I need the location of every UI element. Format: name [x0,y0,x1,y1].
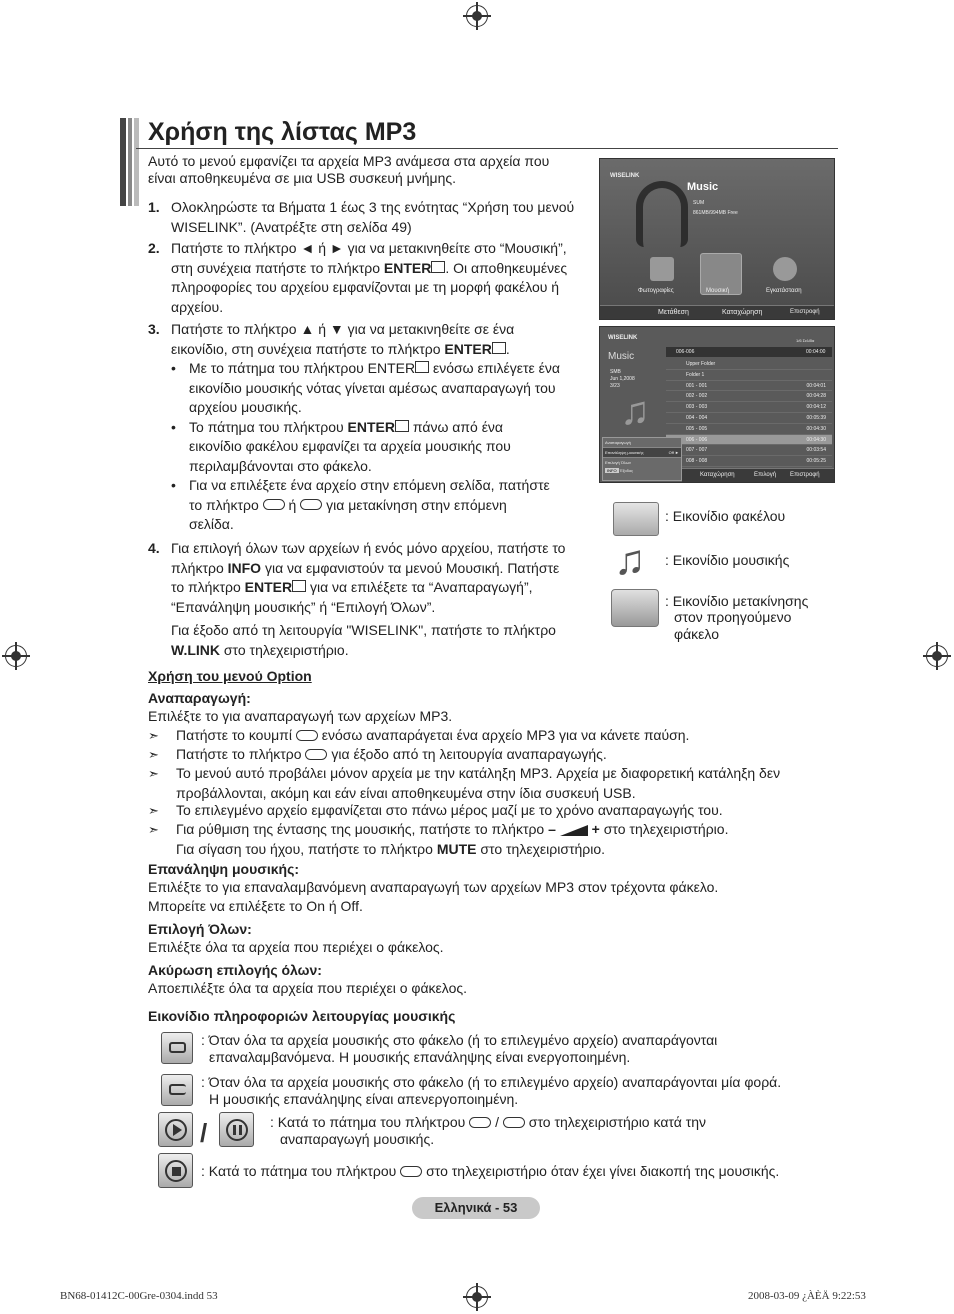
legend-folder: : Εικονίδιο φακέλου [665,508,786,524]
stop-icon [158,1153,193,1188]
repeat-off-desc-2: Η μουσικής επανάληψης είναι απενεργοποιημένη. [209,1091,519,1107]
footer-date: 2008-03-09 ¿ÀÈÄ 9:22:53 [748,1290,866,1302]
music-list-row[interactable]: 006 - 006 00:04:30 [666,435,832,446]
pause-icon [219,1112,254,1147]
play-icon [158,1112,193,1147]
repeat-heading: Επανάληψη μουσικής: [148,861,300,877]
repeat-off-icon [161,1074,193,1106]
option-heading: Χρήση του μενού Option [148,668,312,684]
select-all-desc: Επιλέξτε όλα τα αρχεία που περιέχει ο φάκελος. [148,939,444,955]
page-title: Χρήση της λίστας MP3 [148,118,417,146]
legend-music: : Εικονίδιο μουσικής [665,552,790,568]
note-2: ➣ Πατήστε το πλήκτρο για έξοδο από τη λειτουργία αναπαραγωγής. [148,746,607,762]
stop-button-icon [400,1166,422,1177]
music-list-row[interactable]: 002 - 002 00:04:28 [666,391,832,402]
note-5: ➣ Για ρύθμιση της έντασης της μουσικής, πατήστε το πλήκτρο – + στο τηλεχειριστήριο. Για σίγαση του ήχου, πατήστε το πλήκτρο MUTE στο τηλεχειριστήριο. [148,821,729,857]
title-rule [136,148,838,149]
volume-icon [560,825,588,836]
step-1: 1. Ολοκληρώστε τα Βήματα 1 έως 3 της ενότητας “Χρήση του μενού WISELINK”. (Ανατρέξτε στη σελίδα 49) [148,199,575,235]
option-play[interactable]: Αναπαραγωγή [603,438,681,448]
music-list-row[interactable]: 008 - 008 00:05:25 [666,456,832,467]
registration-mark-top [466,5,488,27]
enter-icon [395,420,409,432]
play-desc: Επιλέξτε το για αναπαραγωγή των αρχείων MP3. [148,708,453,724]
repeat-desc-1: Επιλέξτε το για επαναλαμβανόμενη αναπαραγωγή των αρχείων MP3 στον τρέχοντα φάκελο. [148,879,719,895]
info-icons-heading: Εικονίδιο πληροφοριών λειτουργίας μουσικής [148,1008,456,1024]
music-list-row[interactable]: 004 - 004 00:05:39 [666,413,832,424]
music-list-row[interactable]: 005 - 005 00:04:30 [666,424,832,435]
stop-desc: : Κατά το πάτημα του πλήκτρου στο τηλεχειριστήριο όταν έχει γίνει διακοπή της μουσικής. [201,1163,780,1179]
headphones-image [636,181,688,247]
music-list-row[interactable]: 007 - 007 00:03:54 [666,445,832,456]
select-all-heading: Επιλογή Όλων: [148,921,252,937]
photo-menu-icon[interactable] [650,257,674,281]
play-button-icon [469,1117,491,1128]
slash-separator: / [200,1118,208,1148]
repeat-on-desc-2: επαναλαμβανόμενα. Η μουσικής επανάληψης είναι ενεργοποιημένη. [209,1049,631,1065]
note-1: ➣ Πατήστε το κουμπί ενόσω αναπαράγεται ένα αρχείο MP3 για να κάνετε παύση. [148,727,690,743]
intro-line-1: Αυτό το μενού εμφανίζει τα αρχεία MP3 ανάμεσα στα αρχεία που [148,153,550,169]
stop-button-icon [305,749,327,760]
music-list-row[interactable]: Upper Folder [666,359,832,370]
step-2: 2. Πατήστε το πλήκτρο ◄ ή ► για να μετακινηθείτε στο “Μουσική”, στη συνέχεια πατήστε το πλήκτρο ENTER . Οι αποθηκευμένες πληροφορίες του αρχείου εμφανίζονται με τη μορφή φακέλου ή αρχείου. [148,240,568,315]
legend-move-3: φάκελο [674,626,719,642]
wiselink-logo: WISELINK [610,173,640,179]
enter-icon [415,361,429,373]
up-folder-icon [611,589,659,627]
legend-move-1: : Εικονίδιο μετακίνησης [665,593,809,609]
footer-file: BN68-01412C-00Gre-0304.indd 53 [60,1290,218,1302]
registration-mark-left [5,645,27,667]
deselect-desc: Αποεπιλέξτε όλα τα αρχεία που περιέχει ο φάκελος. [148,980,468,996]
deselect-heading: Ακύρωση επιλογής όλων: [148,962,322,978]
note-4: ➣ Το επιλεγμένο αρχείο εμφανίζεται στο πάνω μέρος μαζί με το χρόνο αναπαραγωγής του. [148,802,723,818]
repeat-off-desc-1: : Όταν όλα τα αρχεία μουσικής στο φάκελο (ή το επιλεγμένο αρχείο) αναπαράγονται μία φορά. [201,1074,782,1090]
repeat-on-desc-1: : Όταν όλα τα αρχεία μουσικής στο φάκελο (ή το επιλεγμένο αρχείο) αναπαράγονται [201,1032,718,1048]
pause-button-icon [503,1117,525,1128]
option-select-all[interactable]: Επιλογή Όλων [605,460,631,465]
legend-move-2: στον προηγούμενο [674,609,792,625]
rewind-button-icon [263,499,285,510]
note-3: ➣ Το μενού αυτό προβάλει μόνον αρχεία με την κατάληξη MP3. Αρχεία με διαφορετική κατάληξη δεν προβάλλονται, ακόμη και εάν είναι αποθηκευμένα στην ίδια συσκευή USB. [148,765,781,801]
enter-icon [292,580,306,592]
registration-mark-bottom [466,1286,488,1308]
play-pause-desc-2: αναπαραγωγή μουσικής. [280,1131,435,1147]
option-repeat[interactable]: Επανάληψη μουσικής Off ► [603,448,681,458]
intro-line-2: είναι αποθηκευμένα σε μια USB συσκευή μνήμης. [148,170,457,186]
music-list-row[interactable]: Folder 1 [666,370,832,381]
repeat-desc-2: Μπορείτε να επιλέξετε το On ή Off. [148,898,363,914]
play-pause-desc-1: : Κατά το πάτημα του πλήκτρου / στο τηλεχειριστήριο κατά την [270,1114,707,1130]
music-note-image: ♫ [620,389,650,433]
step-4: 4. Για επιλογή όλων των αρχείων ή ενός μόνο αρχείου, πατήστε το πλήκτρο INFO για να εμφανιστούν τα μενού Μουσική. Πατήστε το πλήκτρο ENTER για να επιλέξετε τα “Αναπαραγωγή”, “Επανάληψη μουσικής” ή “Επιλογή Όλων”. Για έξοδο από τη λειτουργία "WISELINK", πατήστε το πλήκτρο W.LINK στο τηλεχειριστήριο. [148,540,566,658]
title-side-bars [120,118,140,206]
play-heading: Αναπαραγωγή: [148,690,251,706]
wiselink-main-screen: WISELINK Music SUM 861MB/994MB Free Φωτογραφίες Μουσική Εγκατάσταση Μετάθεση Καταχώρηση Επιστροφή [599,158,835,320]
repeat-on-icon [161,1032,193,1064]
enter-icon [431,261,445,273]
fast-forward-button-icon [300,499,322,510]
registration-mark-right [926,645,948,667]
option-popup: Αναπαραγωγή Επανάληψη μουσικής Off ► Επιλογή Όλων INFO Έξοδος [602,437,682,481]
music-list-screen: WISELINK Music SMB Jun 1,2008 3/23 ♫ 1/6 Σελίδα 006-006 00:04:00 Upper Folder Folder 1 001 - 001 00:04:01 002 - 002 00:04:28 003 - 003 00:04:12 004 - 004 00:05:39 005 - 005 00:04:30 006 - 006 00:04:30 007 - 007 00:03:54 008 - 008 00:05:25 Αναπαραγωγή Επανάληψη μουσικής Off ► Επιλογή Όλων INFO Έξοδος Καταχώρηση Επιλογή Επιστροφή [599,326,835,483]
settings-menu-icon[interactable] [773,257,797,281]
step-3: 3. Πατήστε το πλήκτρο ▲ ή ▼ για να μετακινηθείτε σε ένα εικονίδιο, στη συνέχεια πατήστε το πλήκτρο ENTER . • Με το πάτημα του πλήκτρου ENTER ενόσω επιλέγετε ένα εικονίδιο μουσικής νότας γίνεται αμέσως αναπαραγωγή του αρχείου μουσικής. • Το πάτημα του πλήκτρου ENTER πάνω από ένα εικονίδιο φακέλου εμφανίζει τα αρχεία μουσικής που περιλαμβάνονται στο φάκελο. • Για να επιλέξετε ένα αρχείο στην επόμενη σελίδα, πατήστε το πλήκτρο ή για μετακίνηση στην επόμενη σελίδα. [148,321,560,532]
music-list-row[interactable]: 003 - 003 00:04:12 [666,402,832,413]
enter-icon [492,342,506,354]
pause-button-icon [296,730,318,741]
music-list-row[interactable]: 001 - 001 00:04:01 [666,381,832,392]
folder-icon [613,502,659,536]
page-number-badge: Ελληνικά - 53 [412,1197,540,1219]
music-note-icon: ♫ [614,536,646,583]
